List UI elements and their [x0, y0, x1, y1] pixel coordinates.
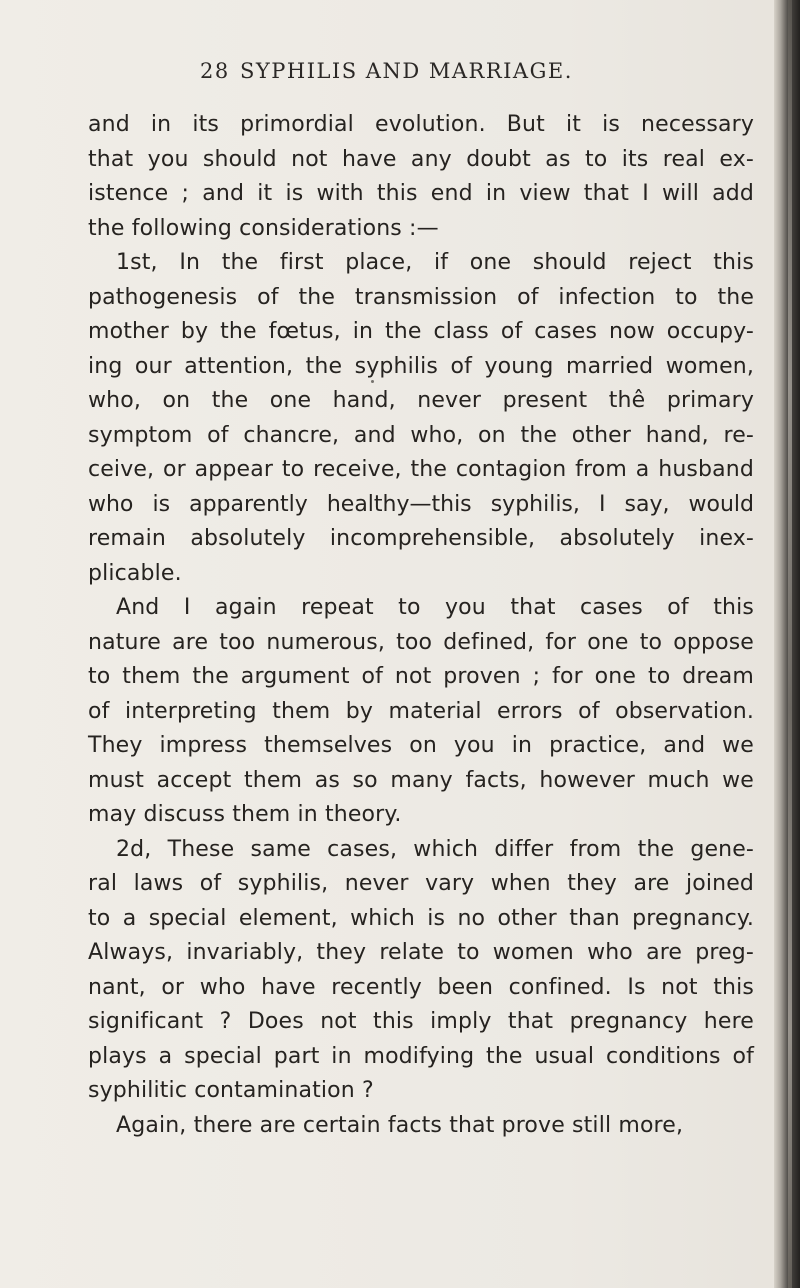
- text-line: ing our attention, the syphilis of young married women,: [88, 353, 754, 379]
- text-line: symptom of chancre, and who, on the other hand, re-: [88, 422, 754, 448]
- text-line: Again, there are certain facts that prove still more,: [116, 1112, 684, 1138]
- text-line: ral laws of syphilis, never vary when they are joined: [88, 871, 754, 896]
- text-line: who, on the one hand, never present thê primary: [88, 388, 754, 413]
- book-spine-highlight: [788, 0, 792, 1288]
- book-spine-shadow: [774, 0, 800, 1288]
- text-line: syphilitic contamination ?: [88, 1078, 374, 1103]
- running-head: SYPHILIS AND MARRIAGE.: [240, 59, 573, 83]
- text-line: nant, or who have recently been confined. Is not this: [88, 974, 754, 1000]
- text-line: And I again repeat to you that cases of this: [116, 595, 754, 620]
- text-line: who is apparently healthy—this syphilis, I say, would: [88, 491, 754, 517]
- text-line: significant ? Does not this imply that pregnancy here: [88, 1009, 754, 1034]
- text-line: 2d, These same cases, which differ from the gene-: [116, 836, 754, 862]
- text-line: must accept them as so many facts, however much we: [88, 767, 754, 793]
- text-line: ceive, or appear to receive, the contagion from a husband: [88, 457, 754, 482]
- text-line: Always, invariably, they relate to women who are preg-: [88, 940, 754, 965]
- text-line: may discuss them in theory.: [88, 802, 402, 827]
- page-number: 28: [200, 59, 230, 83]
- page-header: [200, 54, 640, 88]
- body-text: [88, 108, 754, 1143]
- text-line: the following considerations :—: [88, 215, 439, 241]
- text-line: They impress themselves on you in practice, and we: [88, 733, 754, 758]
- text-line: mother by the fœtus, in the class of cases now occupy-: [88, 319, 754, 344]
- text-line: istence ; and it is with this end in view that I will add: [88, 181, 754, 206]
- text-line: pathogenesis of the transmission of infection to the: [88, 284, 754, 310]
- text-line: and in its primordial evolution. But it is necessary: [88, 112, 754, 137]
- text-line: that you should not have any doubt as to its real ex-: [88, 146, 754, 172]
- text-line: of interpreting them by material errors of observation.: [88, 698, 754, 724]
- text-line: nature are too numerous, too defined, for one to oppose: [88, 629, 754, 655]
- text-line: plicable.: [88, 560, 182, 586]
- text-line: remain absolutely incomprehensible, absolutely inex-: [88, 526, 754, 551]
- text-line: to them the argument of not proven ; for one to dream: [88, 664, 754, 689]
- text-line: 1st, In the first place, if one should reject this: [116, 250, 754, 275]
- text-line: plays a special part in modifying the usual conditions of: [88, 1043, 754, 1069]
- text-line: to a special element, which is no other than pregnancy.: [88, 905, 754, 931]
